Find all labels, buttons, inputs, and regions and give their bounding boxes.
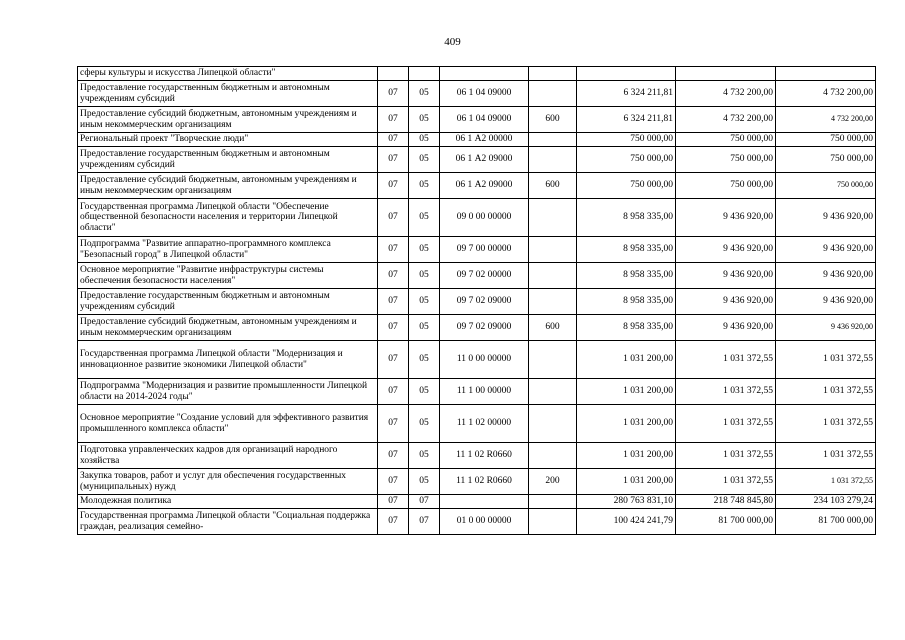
section-code-cell: 07	[378, 341, 409, 379]
row-name-cell: Молодежная политика	[78, 495, 378, 509]
expense-type-cell	[529, 405, 577, 443]
row-name-cell: Предоставление субсидий бюджетным, автономным учреждениям и иным некоммерческим организациям	[78, 315, 378, 341]
amount-year3-cell: 9 436 920,00	[776, 289, 876, 315]
amount-year3-cell: 1 031 372,55	[776, 469, 876, 495]
budget-table-body	[78, 67, 876, 535]
amount-year2-cell: 81 700 000,00	[676, 509, 776, 535]
budget-table	[77, 66, 876, 535]
subsection-code-cell: 05	[409, 199, 440, 237]
target-article-cell: 09 7 02 09000	[440, 315, 529, 341]
row-name-cell: Подпрограмма "Развитие аппаратно-программного комплекса "Безопасный город" в Липецкой области"	[78, 237, 378, 263]
subsection-code-cell: 05	[409, 289, 440, 315]
amount-year1-cell: 8 958 335,00	[577, 263, 676, 289]
row-name-cell: Предоставление государственным бюджетным и автономным учреждениям субсидий	[78, 147, 378, 173]
subsection-code-cell	[409, 67, 440, 81]
target-article-cell: 11 1 02 R0660	[440, 443, 529, 469]
section-code-cell: 07	[378, 443, 409, 469]
table-row	[78, 379, 876, 405]
target-article-cell: 11 1 00 00000	[440, 379, 529, 405]
target-article-cell: 11 0 00 00000	[440, 341, 529, 379]
expense-type-cell	[529, 133, 577, 147]
amount-year2-cell: 750 000,00	[676, 147, 776, 173]
target-article-cell: 11 1 02 R0660	[440, 469, 529, 495]
subsection-code-cell: 05	[409, 405, 440, 443]
table-row	[78, 107, 876, 133]
amount-year2-cell: 9 436 920,00	[676, 199, 776, 237]
section-code-cell: 07	[378, 495, 409, 509]
target-article-cell: 09 0 00 00000	[440, 199, 529, 237]
row-name-cell: Подпрограмма "Модернизация и развитие промышленности Липецкой области на 2014-2024 годы"	[78, 379, 378, 405]
amount-year1-cell	[577, 67, 676, 81]
amount-year2-cell: 9 436 920,00	[676, 263, 776, 289]
amount-year3-cell: 9 436 920,00	[776, 263, 876, 289]
subsection-code-cell: 05	[409, 173, 440, 199]
table-row	[78, 237, 876, 263]
amount-year2-cell: 750 000,00	[676, 173, 776, 199]
section-code-cell: 07	[378, 263, 409, 289]
amount-year3-cell: 1 031 372,55	[776, 379, 876, 405]
section-code-cell: 07	[378, 237, 409, 263]
subsection-code-cell: 05	[409, 341, 440, 379]
amount-year2-cell: 1 031 372,55	[676, 469, 776, 495]
amount-year3-cell: 1 031 372,55	[776, 443, 876, 469]
expense-type-cell	[529, 379, 577, 405]
amount-year1-cell: 8 958 335,00	[577, 289, 676, 315]
amount-year1-cell: 1 031 200,00	[577, 341, 676, 379]
amount-year2-cell: 9 436 920,00	[676, 315, 776, 341]
amount-year1-cell: 750 000,00	[577, 133, 676, 147]
section-code-cell: 07	[378, 379, 409, 405]
target-article-cell: 09 7 02 00000	[440, 263, 529, 289]
amount-year3-cell: 9 436 920,00	[776, 199, 876, 237]
expense-type-cell	[529, 495, 577, 509]
target-article-cell	[440, 495, 529, 509]
row-name-cell: Государственная программа Липецкой области "Социальная поддержка граждан, реализация семейно-	[78, 509, 378, 535]
section-code-cell: 07	[378, 509, 409, 535]
target-article-cell: 06 1 А2 09000	[440, 173, 529, 199]
amount-year1-cell: 750 000,00	[577, 147, 676, 173]
amount-year2-cell: 218 748 845,80	[676, 495, 776, 509]
row-name-cell: Закупка товаров, работ и услуг для обеспечения государственных (муниципальных) нужд	[78, 469, 378, 495]
subsection-code-cell: 05	[409, 107, 440, 133]
amount-year1-cell: 280 763 831,10	[577, 495, 676, 509]
amount-year3-cell: 4 732 200,00	[776, 81, 876, 107]
amount-year3-cell: 1 031 372,55	[776, 341, 876, 379]
subsection-code-cell: 05	[409, 379, 440, 405]
table-row	[78, 147, 876, 173]
subsection-code-cell: 05	[409, 147, 440, 173]
amount-year1-cell: 6 324 211,81	[577, 81, 676, 107]
amount-year2-cell: 9 436 920,00	[676, 289, 776, 315]
table-row	[78, 315, 876, 341]
row-name-cell: Региональный проект "Творческие люди"	[78, 133, 378, 147]
subsection-code-cell: 05	[409, 133, 440, 147]
row-name-cell: Подготовка управленческих кадров для организаций народного хозяйства	[78, 443, 378, 469]
subsection-code-cell: 07	[409, 495, 440, 509]
page-number: 409	[444, 36, 461, 48]
table-row	[78, 263, 876, 289]
table-row	[78, 405, 876, 443]
section-code-cell: 07	[378, 315, 409, 341]
target-article-cell: 11 1 02 00000	[440, 405, 529, 443]
target-article-cell: 06 1 А2 09000	[440, 147, 529, 173]
table-row	[78, 81, 876, 107]
amount-year1-cell: 1 031 200,00	[577, 379, 676, 405]
amount-year2-cell: 1 031 372,55	[676, 443, 776, 469]
section-code-cell: 07	[378, 469, 409, 495]
expense-type-cell	[529, 289, 577, 315]
row-name-cell: Предоставление государственным бюджетным и автономным учреждениям субсидий	[78, 81, 378, 107]
row-name-cell: сферы культуры и искусства Липецкой области"	[78, 67, 378, 81]
amount-year3-cell: 1 031 372,55	[776, 405, 876, 443]
target-article-cell: 09 7 00 00000	[440, 237, 529, 263]
section-code-cell: 07	[378, 147, 409, 173]
table-row	[78, 173, 876, 199]
amount-year2-cell: 1 031 372,55	[676, 405, 776, 443]
amount-year1-cell: 8 958 335,00	[577, 237, 676, 263]
table-row	[78, 509, 876, 535]
row-name-cell: Предоставление субсидий бюджетным, автономным учреждениям и иным некоммерческим организациям	[78, 107, 378, 133]
section-code-cell: 07	[378, 133, 409, 147]
subsection-code-cell: 07	[409, 509, 440, 535]
section-code-cell: 07	[378, 405, 409, 443]
amount-year3-cell: 750 000,00	[776, 133, 876, 147]
table-row	[78, 443, 876, 469]
target-article-cell: 09 7 02 09000	[440, 289, 529, 315]
expense-type-cell	[529, 509, 577, 535]
amount-year2-cell: 1 031 372,55	[676, 379, 776, 405]
expense-type-cell	[529, 341, 577, 379]
expense-type-cell: 200	[529, 469, 577, 495]
section-code-cell: 07	[378, 107, 409, 133]
section-code-cell: 07	[378, 289, 409, 315]
row-name-cell: Предоставление государственным бюджетным и автономным учреждениям субсидий	[78, 289, 378, 315]
expense-type-cell	[529, 67, 577, 81]
expense-type-cell	[529, 81, 577, 107]
expense-type-cell: 600	[529, 173, 577, 199]
target-article-cell: 06 1 А2 00000	[440, 133, 529, 147]
amount-year1-cell: 100 424 241,79	[577, 509, 676, 535]
amount-year1-cell: 1 031 200,00	[577, 405, 676, 443]
amount-year2-cell: 9 436 920,00	[676, 237, 776, 263]
amount-year1-cell: 8 958 335,00	[577, 315, 676, 341]
target-article-cell: 01 0 00 00000	[440, 509, 529, 535]
subsection-code-cell: 05	[409, 315, 440, 341]
amount-year1-cell: 750 000,00	[577, 173, 676, 199]
expense-type-cell	[529, 443, 577, 469]
table-row	[78, 67, 876, 81]
amount-year2-cell: 4 732 200,00	[676, 81, 776, 107]
amount-year1-cell: 6 324 211,81	[577, 107, 676, 133]
table-row	[78, 495, 876, 509]
amount-year3-cell: 9 436 920,00	[776, 315, 876, 341]
subsection-code-cell: 05	[409, 237, 440, 263]
amount-year3-cell: 4 732 200,00	[776, 107, 876, 133]
subsection-code-cell: 05	[409, 81, 440, 107]
table-row	[78, 289, 876, 315]
subsection-code-cell: 05	[409, 263, 440, 289]
target-article-cell: 06 1 04 09000	[440, 81, 529, 107]
section-code-cell: 07	[378, 81, 409, 107]
expense-type-cell	[529, 147, 577, 173]
expense-type-cell: 600	[529, 315, 577, 341]
section-code-cell: 07	[378, 199, 409, 237]
row-name-cell: Государственная программа Липецкой области "Обеспечение общественной безопасности населения и территории Липецкой области"	[78, 199, 378, 237]
section-code-cell	[378, 67, 409, 81]
amount-year1-cell: 1 031 200,00	[577, 469, 676, 495]
table-row	[78, 133, 876, 147]
amount-year2-cell	[676, 67, 776, 81]
row-name-cell: Основное мероприятие "Создание условий для эффективного развития промышленного комплекса области"	[78, 405, 378, 443]
expense-type-cell	[529, 199, 577, 237]
subsection-code-cell: 05	[409, 469, 440, 495]
table-row	[78, 469, 876, 495]
amount-year3-cell	[776, 67, 876, 81]
amount-year1-cell: 8 958 335,00	[577, 199, 676, 237]
amount-year3-cell: 234 103 279,24	[776, 495, 876, 509]
section-code-cell: 07	[378, 173, 409, 199]
row-name-cell: Предоставление субсидий бюджетным, автономным учреждениям и иным некоммерческим организациям	[78, 173, 378, 199]
expense-type-cell: 600	[529, 107, 577, 133]
expense-type-cell	[529, 263, 577, 289]
amount-year3-cell: 81 700 000,00	[776, 509, 876, 535]
amount-year3-cell: 750 000,00	[776, 173, 876, 199]
target-article-cell	[440, 67, 529, 81]
table-row	[78, 341, 876, 379]
amount-year2-cell: 750 000,00	[676, 133, 776, 147]
expense-type-cell	[529, 237, 577, 263]
table-row	[78, 199, 876, 237]
amount-year1-cell: 1 031 200,00	[577, 443, 676, 469]
amount-year3-cell: 9 436 920,00	[776, 237, 876, 263]
row-name-cell: Государственная программа Липецкой области "Модернизация и инновационное развитие экономики Липецкой области"	[78, 341, 378, 379]
target-article-cell: 06 1 04 09000	[440, 107, 529, 133]
row-name-cell: Основное мероприятие "Развитие инфраструктуры системы обеспечения безопасности населения"	[78, 263, 378, 289]
amount-year3-cell: 750 000,00	[776, 147, 876, 173]
amount-year2-cell: 4 732 200,00	[676, 107, 776, 133]
subsection-code-cell: 05	[409, 443, 440, 469]
amount-year2-cell: 1 031 372,55	[676, 341, 776, 379]
